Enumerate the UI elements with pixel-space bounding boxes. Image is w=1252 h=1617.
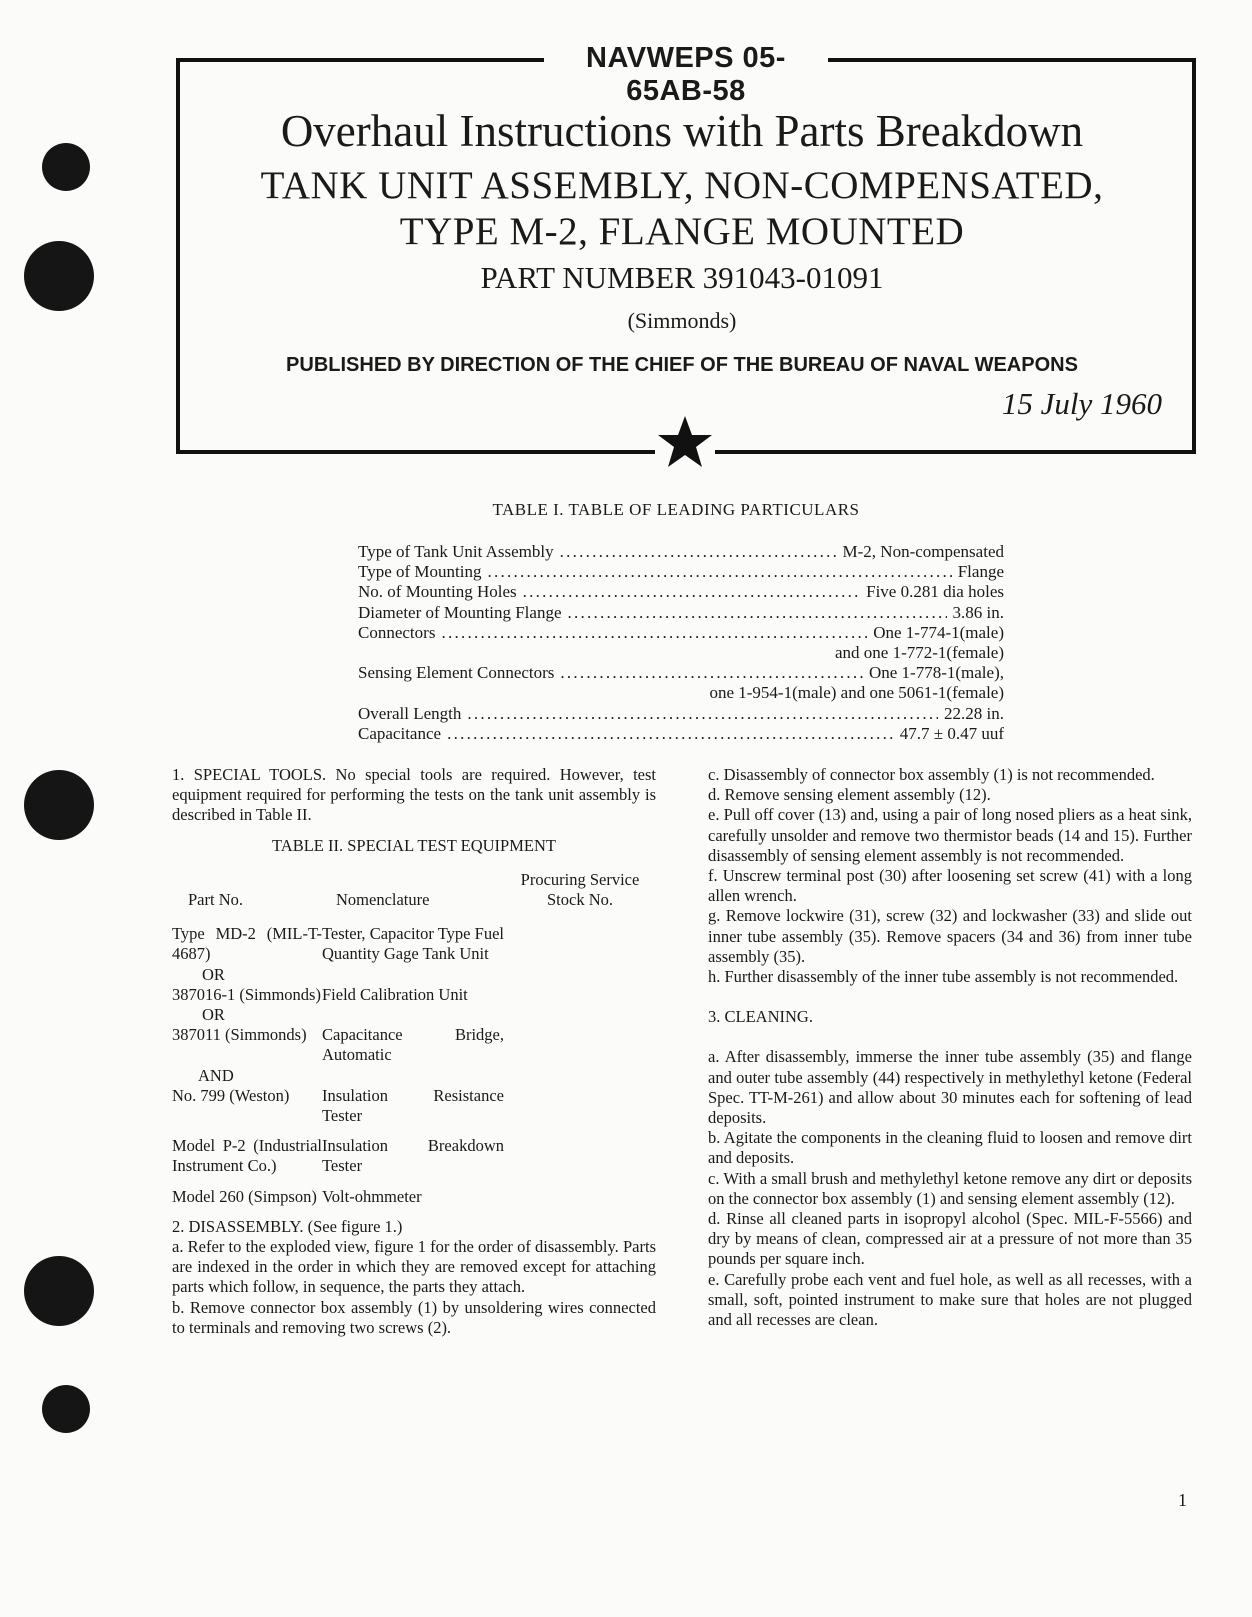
particular-label: Type of Mounting: [358, 562, 482, 582]
particular-label: Type of Tank Unit Assembly: [358, 542, 554, 561]
table-row: [172, 985, 656, 1005]
nomenclature-cell: Capacitance Bridge, Automatic: [322, 1025, 504, 1065]
table-row: [172, 1005, 656, 1025]
column-header-nomenclature: Nomenclature: [336, 890, 430, 910]
special-tools-paragraph: 1. SPECIAL TOOLS. No special tools are required. However, test equipment required for performing the tests on the tank unit assembly is described in Table II.: [172, 765, 656, 825]
publication-date: 15 July 1960: [1001, 386, 1162, 421]
special-test-equipment-table: [172, 870, 656, 1207]
nomenclature-cell: Insulation Breakdown Tester: [322, 1136, 504, 1176]
particular-continuation: one 1-954-1(male) and one 5061-1(female): [709, 683, 1004, 703]
particular-value: 22.28 in.: [944, 703, 1004, 723]
star-icon: [655, 412, 715, 472]
particular-label: Capacitance: [358, 723, 442, 743]
subject-line-2: TYPE M-2, FLANGE MOUNTED: [399, 210, 965, 253]
table-row: [172, 1025, 656, 1065]
leading-particulars-table: [358, 542, 1004, 744]
column-header-part: Part No.: [188, 890, 243, 910]
table-row: [172, 1187, 656, 1207]
particular-value: M-2, Non-compensated: [842, 542, 1004, 561]
title-box-rule: [828, 58, 1192, 62]
table-row: [172, 924, 656, 964]
manufacturer: (Simmonds): [627, 308, 737, 333]
binder-hole: [42, 143, 90, 191]
particular-value: One 1-774-1(male): [873, 622, 1004, 642]
disassembly-step-g: g. Remove lockwire (31), screw (32) and lockwasher (33) and slide out inner tube assembly (35). Remove spacers (34 and 36) from inner tube assembly (35).: [708, 906, 1192, 966]
nomenclature-cell: Tester, Capacitor Type Fuel Quantity Gage Tank Unit: [322, 924, 504, 964]
table-header-row: [172, 870, 656, 910]
particular-label: Connectors: [358, 622, 436, 642]
left-column: [172, 765, 656, 1338]
published-by: PUBLISHED BY DIRECTION OF THE CHIEF OF THE BUREAU OF NAVAL WEAPONS: [286, 354, 1078, 376]
cleaning-step-c: c. With a small brush and methylethyl ketone remove any dirt or deposits on the connector box assembly (1) and sensing element assembly (12).: [708, 1168, 1192, 1208]
table-row: [358, 562, 1004, 582]
disassembly-step-e: e. Pull off cover (13) and, using a pair of long nosed pliers as a heat sink, carefully unsolder and remove two thermistor beads (14 and 15). Further disassembly of sensing element assembly is not recommended.: [708, 805, 1192, 865]
nomenclature-cell: Insulation Resistance Tester: [322, 1085, 504, 1126]
table1-title: TABLE I. TABLE OF LEADING PARTICULARS: [492, 500, 860, 519]
table-row: [172, 1136, 656, 1176]
particular-value: Five 0.281 dia holes: [866, 582, 1004, 602]
disassembly-step-b: b. Remove connector box assembly (1) by unsoldering wires connected to terminals and removing two screws (2).: [172, 1297, 656, 1337]
right-column: [708, 765, 1192, 1330]
disassembly-step-a: a. Refer to the exploded view, figure 1 for the order of disassembly. Parts are indexed in the order in which they are removed except for attaching parts which follow, in sequence, the parts they attach.: [172, 1237, 656, 1297]
disassembly-step-c: c. Disassembly of connector box assembly (1) is not recommended.: [708, 765, 1155, 784]
disassembly-step-f: f. Unscrew terminal post (30) after loosening set screw (41) with a long allen wrench.: [708, 866, 1192, 906]
title-box-rule: [176, 58, 544, 62]
nomenclature-cell: Volt-ohmmeter: [322, 1186, 422, 1206]
publication-number: NAVWEPS 05-65AB-58: [586, 42, 786, 107]
cleaning-step-e: e. Carefully probe each vent and fuel hole, as well as all recesses, with a small, soft, pointed instrument to make sure that holes are not plugged and all recesses are clean.: [708, 1269, 1192, 1330]
particular-value: 47.7 ± 0.47 uuf: [899, 723, 1004, 743]
part-cell: 387011 (Simmonds): [172, 1025, 307, 1045]
cleaning-heading: 3. CLEANING.: [708, 1007, 813, 1027]
table-row: [172, 1086, 656, 1126]
disassembly-step-h: h. Further disassembly of the inner tube assembly is not recommended.: [708, 967, 1179, 987]
particular-value: 3.86 in.: [952, 602, 1004, 622]
table-row: [358, 724, 1004, 744]
table-row: [172, 1066, 656, 1086]
disassembly-step-d: d. Remove sensing element assembly (12).: [708, 785, 991, 805]
table2-title: TABLE II. SPECIAL TEST EQUIPMENT: [272, 835, 556, 855]
part-cell: No. 799 (Weston): [172, 1085, 290, 1105]
table-row: [358, 542, 1004, 562]
particular-label: No. of Mounting Holes: [358, 582, 517, 602]
table-row: [358, 663, 1004, 683]
subject-line-1: TANK UNIT ASSEMBLY, NON-COMPENSATED,: [260, 164, 1104, 207]
table-row: [358, 704, 1004, 724]
cleaning-step-b: b. Agitate the components in the cleaning fluid to loosen and remove dirt and deposits.: [708, 1128, 1192, 1168]
document-title: Overhaul Instructions with Parts Breakdown: [280, 106, 1084, 156]
cleaning-step-d: d. Rinse all cleaned parts in isopropyl alcohol (Spec. MIL-F-5566) and dry by means of clean, compressed air at a pressure of not more than 35 pounds per square inch.: [708, 1209, 1192, 1269]
table-row: [358, 582, 1004, 602]
particular-value: One 1-778-1(male),: [868, 663, 1004, 683]
page-number: 1: [1178, 1490, 1187, 1510]
table-row: [358, 603, 1004, 623]
part-number: PART NUMBER 391043-01091: [480, 260, 884, 295]
part-cell: Model P-2 (Industrial Instrument Co.): [172, 1136, 322, 1176]
binder-hole: [42, 1385, 90, 1433]
particular-label: Diameter of Mounting Flange: [358, 602, 562, 622]
particular-label: Overall Length: [358, 703, 462, 723]
binder-hole: [24, 1256, 94, 1326]
table-row: [358, 623, 1004, 643]
cleaning-step-a: a. After disassembly, immerse the inner tube assembly (35) and flange and outer tube assembly (44) respectively in methylethyl ketone (Federal Spec. TT-M-261) and allow about 30 minutes each for softening of lead deposits.: [708, 1047, 1192, 1128]
connector-cell: AND: [198, 1065, 234, 1085]
particular-continuation: and one 1-772-1(female): [835, 642, 1004, 662]
nomenclature-cell: Field Calibration Unit: [322, 984, 468, 1004]
binder-hole: [24, 770, 94, 840]
disassembly-heading: 2. DISASSEMBLY. (See figure 1.): [172, 1216, 403, 1236]
connector-cell: OR: [202, 964, 225, 984]
column-header-stock: Procuring Service Stock No.: [520, 869, 640, 910]
binder-hole: [24, 241, 94, 311]
table-row: [172, 965, 656, 985]
part-cell: Type MD-2 (MIL-T-4687): [172, 924, 322, 964]
connector-cell: OR: [202, 1005, 225, 1025]
particular-label: Sensing Element Connectors: [358, 663, 555, 683]
particular-value: Flange: [957, 562, 1004, 582]
part-cell: 387016-1 (Simmonds): [172, 984, 321, 1004]
part-cell: Model 260 (Simpson): [172, 1186, 317, 1206]
